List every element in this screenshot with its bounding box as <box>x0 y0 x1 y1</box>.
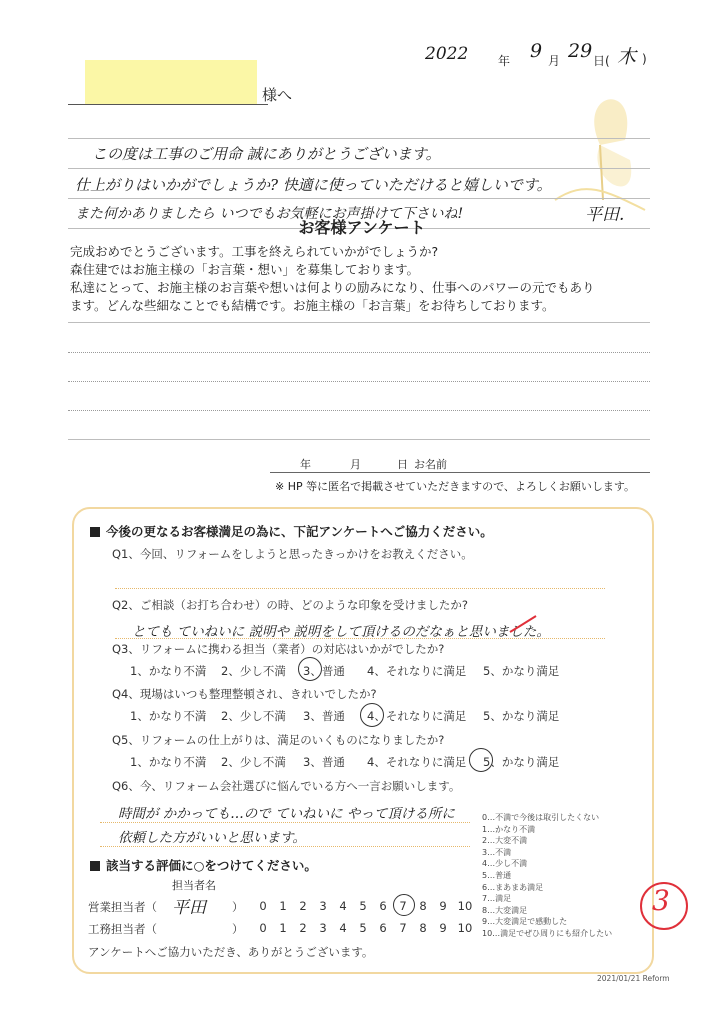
question-4: Q4、現場はいつも整理整頓され、きれいでしたか? <box>112 687 377 701</box>
q4-option-5: 5、かなり満足 <box>483 709 560 723</box>
legend-item: 4…少し不満 <box>482 859 528 869</box>
question-6: Q6、今、リフォーム会社選びに悩んでいる方へ一言お願いします。 <box>112 779 461 793</box>
anonymity-note: ※ HP 等に匿名で掲載させていただきますので、よろしくお願いします。 <box>275 480 636 493</box>
works-staff-label: 工務担当者（ <box>88 922 157 936</box>
q5-option-1: 1、かなり不満 <box>130 755 207 769</box>
legend-item: 1…かなり不満 <box>482 824 536 834</box>
legend-item: 10…満足でぜひ周りにも紹介したい <box>482 928 613 938</box>
sales-score-1: 1 <box>279 899 287 913</box>
q4-option-1: 1、かなり不満 <box>130 709 207 723</box>
works-score-10: 10 <box>457 921 473 935</box>
q3-option-5: 5、かなり満足 <box>483 664 560 678</box>
message-signature: 平田. <box>585 205 625 225</box>
q3-option-1: 1、かなり不満 <box>130 664 207 678</box>
addressee-name-redacted <box>85 60 257 105</box>
works-score-3: 3 <box>319 921 327 935</box>
works-score-4: 4 <box>339 921 347 935</box>
survey-title: お客様アンケート <box>298 218 426 237</box>
works-score-9: 9 <box>439 921 447 935</box>
date-month-label: 月 <box>548 54 561 68</box>
works-score-7: 7 <box>399 921 407 935</box>
sales-score-7: 7 <box>399 899 407 913</box>
section-bullet-icon <box>90 861 100 871</box>
sales-score-9: 9 <box>439 899 447 913</box>
q4-option-2: 2、少し不満 <box>221 709 286 723</box>
works-score-5: 5 <box>359 921 367 935</box>
question-3: Q3、リフォームに携わる担当（業者）の対応はいかがでしたか? <box>112 642 445 656</box>
name-line-name: お名前 <box>414 458 447 471</box>
works-score-8: 8 <box>419 921 427 935</box>
name-line-month: 月 <box>350 458 361 471</box>
date-day-hand: 29 <box>568 40 593 62</box>
works-score-0: 0 <box>259 921 267 935</box>
section2-title <box>90 856 317 874</box>
sales-score-8: 8 <box>419 899 427 913</box>
q3-option-3: 3、普通 <box>303 664 345 678</box>
section-bullet-icon <box>90 527 100 537</box>
sales-score-4: 4 <box>339 899 347 913</box>
question-2: Q2、ご相談（お打ち合わせ）の時、どのような印象を受けましたか? <box>112 598 468 612</box>
message-line-2: 仕上がりはいかがでしょうか? 快適に使っていただけると嬉しいです。 <box>75 176 552 194</box>
addressee-suffix: 様へ <box>262 86 293 104</box>
legend-item: 8…大変満足 <box>482 905 528 915</box>
sales-score-selected-circle <box>393 894 415 916</box>
date-year-label: 年 <box>498 54 511 68</box>
red-check-mark <box>508 612 538 636</box>
red-score-hand: 3 <box>652 884 670 917</box>
q4-selected-circle <box>360 703 384 727</box>
sales-score-10: 10 <box>457 899 473 913</box>
works-staff-close: ） <box>232 922 244 936</box>
q5-option-4: 4、それなりに満足 <box>367 755 467 769</box>
section2-title-text: 該当する評価に○をつけてください。 <box>106 858 317 873</box>
q4-option-3: 3、普通 <box>303 709 345 723</box>
q5-option-3: 3、普通 <box>303 755 345 769</box>
question-1: Q1、今回、リフォームをしようと思ったきっかけをお教えください。 <box>112 547 473 561</box>
intro-line-1: 完成おめでとうございます。工事を終えられていかがでしょうか? <box>70 244 439 259</box>
sales-score-scale <box>253 899 477 913</box>
q3-option-2: 2、少し不満 <box>221 664 286 678</box>
legend-item: 3…不満 <box>482 847 512 857</box>
rating-legend <box>482 812 612 940</box>
message-line-1: この度は工事のご用命 誠にありがとうございます。 <box>92 145 441 163</box>
q4-option-4: 4、それなりに満足 <box>367 709 467 723</box>
staff-name-header: 担当者名 <box>172 879 216 892</box>
sales-score-3: 3 <box>319 899 327 913</box>
sales-staff-name-hand: 平田 <box>172 898 206 918</box>
question-2-answer: とても ていねいに 説明や 説明をして頂けるのだなぁと思いました。 <box>132 624 550 640</box>
date-day-label: 日( <box>593 54 610 68</box>
q5-option-2: 2、少し不満 <box>221 755 286 769</box>
works-score-2: 2 <box>299 921 307 935</box>
question-5: Q5、リフォームの仕上がりは、満足のいくものになりましたか? <box>112 733 445 747</box>
date-weekday-hand: 木 <box>617 46 637 68</box>
legend-item: 2…大変不満 <box>482 836 528 846</box>
sales-score-5: 5 <box>359 899 367 913</box>
section1-title-text: 今後の更なるお客様満足の為に、下記アンケートへご協力ください。 <box>106 524 493 539</box>
sales-staff-close: ） <box>232 900 244 914</box>
date-close-paren: ) <box>642 52 647 66</box>
intro-line-2: 森住建ではお施主様の「お言葉・想い」を募集しております。 <box>70 262 420 277</box>
legend-item: 7…満足 <box>482 894 512 904</box>
intro-line-4: ます。どんな些細なことでも結構です。お施主様の「お言葉」をお待ちしております。 <box>70 298 555 313</box>
works-score-scale <box>253 921 477 935</box>
intro-line-3: 私達にとって、お施主様のお言葉や想いは何よりの励みになり、仕事へのパワーの元でもあり <box>70 280 595 295</box>
name-line-year: 年 <box>300 458 311 471</box>
legend-item: 6…まあまあ満足 <box>482 882 544 892</box>
q3-selected-circle <box>298 657 322 681</box>
section1-title <box>90 522 493 540</box>
works-score-6: 6 <box>379 921 387 935</box>
question-6-answer-line-1: 時間が かかっても…ので ていねいに やって頂ける所に <box>118 806 455 822</box>
sales-score-6: 6 <box>379 899 387 913</box>
q5-selected-circle <box>469 748 493 772</box>
legend-item: 9…大変満足で感動した <box>482 917 568 927</box>
sales-score-0: 0 <box>259 899 267 913</box>
thanks-message: アンケートへご協力いただき、ありがとうございます。 <box>88 945 374 959</box>
message-line-3: また何かありましたら いつでもお気軽にお声掛けて下さいね! <box>75 206 464 222</box>
works-score-1: 1 <box>279 921 287 935</box>
sales-score-2: 2 <box>299 899 307 913</box>
name-line-day: 日 <box>397 458 408 471</box>
q3-option-4: 4、それなりに満足 <box>367 664 467 678</box>
date-month-hand: 9 <box>530 40 543 62</box>
q5-option-5: 5、かなり満足 <box>483 755 560 769</box>
legend-item: 5…普通 <box>482 870 512 880</box>
question-6-answer-line-2: 依頼した方がいいと思います。 <box>118 830 306 846</box>
date-year-hand: 2022 <box>425 44 469 64</box>
footer-version: 2021/01/21 Reform <box>597 974 670 983</box>
sales-staff-label: 営業担当者（ <box>88 900 157 914</box>
legend-item: 0…不満で今後は取引したくない <box>482 813 600 822</box>
